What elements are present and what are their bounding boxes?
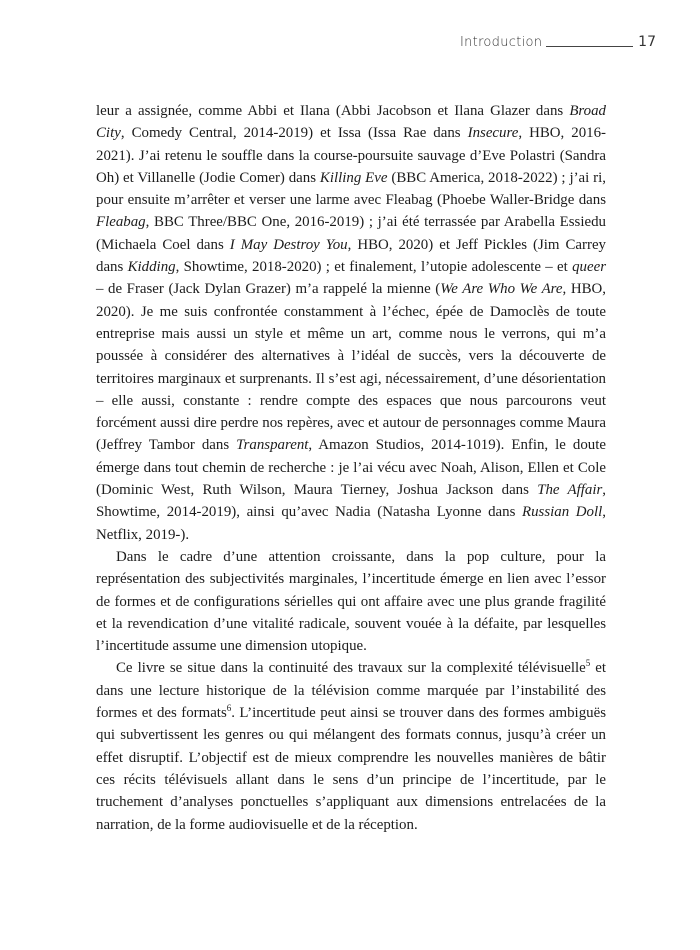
text-run: , Showtime, 2014-2019), ainsi qu’avec Nadia (Natasha Lyonne dans bbox=[96, 482, 606, 521]
text-run: Dans le cadre d’une attention croissante, dans la pop culture, pour la représentation des subjectivités marginales, l’incertitude émerge en lien avec l’essor de formes et de configurations sérielles qui ont affaire avec une plus grande fragilité et la revendication d’une vitalité radicale, souvent vouée à la défaite, par lesquelles l’incertitude assume une dimension utopique. bbox=[96, 548, 606, 655]
italic-title: I May Destroy You bbox=[229, 236, 348, 253]
italic-title: The Affair bbox=[537, 482, 603, 499]
text-run: Ce livre se situe dans la continuité des travaux sur la complexité télévisuelle bbox=[116, 660, 586, 677]
text-run: , BBC Three/BBC One, 2016-2019) ; j’ai été terrassée par Arabella Essiedu (Michaela Coel dans bbox=[96, 214, 606, 253]
italic-title: Broad City bbox=[96, 103, 606, 142]
footnote-ref: 6 bbox=[226, 703, 232, 714]
text-run: . L’incertitude peut ainsi se trouver dans des formes ambiguës qui subvertissent les genres ou qui mélangent des formats connus, jusqu’à créer un effet disruptif. L’objectif est de mieux comprendre les nouvelles manières de bâtir ces récits télévisuels allant dans le sens d’un principe de l’incertitude, par le truchement d’analyses ponctuelles s’appliquant aux dimensions entrelacées de la narration, de la forme audiovisuelle et de la réception. bbox=[96, 705, 606, 833]
paragraph bbox=[96, 546, 606, 657]
running-head bbox=[460, 34, 656, 50]
italic-title: Kidding bbox=[127, 259, 176, 276]
page-number: 17 bbox=[638, 34, 656, 50]
body-text bbox=[96, 100, 606, 836]
text-run: , HBO, 2020). Je me suis confrontée constamment à l’échec, épée de Damoclès de toute entreprise mais aussi un style et même un art, comme nous le verrons, qui m’a poussée à considérer des alternatives à l’idéal de succès, vers la découverte de territoires marginaux et surprenants. Il s’est agi, nécessairement, d’une désorientation – elle aussi, constante : rendre compte des espaces que nous parcourons veut forcément aussi dire perdre nos repères, avec et autour de personnages comme Maura (Jeffrey Tambor dans bbox=[96, 281, 606, 454]
italic-title: Transparent bbox=[236, 437, 309, 454]
italic-title: Killing Eve bbox=[319, 169, 388, 186]
text-run: , HBO, 2016-2021). J’ai retenu le souffle dans la course-poursuite sauvage d’Eve Polastri (Sandra Oh) et Villanelle (Jodie Comer) dans bbox=[96, 125, 606, 186]
italic-title: We Are Who We Are bbox=[440, 281, 563, 298]
text-run: , Amazon Studios, 2014-1019). Enfin, le doute émerge dans tout chemin de recherche : je l’ai vécu avec Noah, Alison, Ellen et Cole (Dominic West, Ruth Wilson, Maura Tierney, Joshua Jackson dans bbox=[96, 437, 606, 499]
footnote-ref: 5 bbox=[585, 658, 591, 669]
text-run: , HBO, 2020) et Jeff Pickles (Jim Carrey dans bbox=[96, 236, 607, 276]
header-rule bbox=[546, 46, 633, 47]
italic-title: queer bbox=[572, 259, 606, 276]
text-run: , Showtime, 2018-2020) ; et finalement, l’utopie adolescente – et bbox=[175, 259, 573, 276]
text-run: – de Fraser (Jack Dylan Grazer) m’a rappelé la mienne ( bbox=[96, 281, 441, 298]
text-run: , Netflix, 2019-). bbox=[96, 504, 606, 543]
text-run: , Comedy Central, 2014-2019) et Issa (Issa Rae dans bbox=[120, 125, 468, 142]
text-run: leur a assignée, comme Abbi et Ilana (Abbi Jacobson et Ilana Glazer dans bbox=[96, 103, 570, 119]
italic-title: Insecure bbox=[467, 125, 519, 142]
text-run: (BBC America, 2018-2022) ; j’ai ri, pour ensuite m’arrêter et verser une larme avec Fleabag (Phoebe Waller-Bridge dans bbox=[96, 169, 606, 209]
section-title: Introduction bbox=[460, 35, 543, 50]
paragraph bbox=[96, 657, 606, 835]
text-run: et dans une lecture historique de la télévision comme marquée par l’instabilité des formes et des formats bbox=[96, 660, 606, 722]
italic-title: Fleabag bbox=[96, 214, 146, 231]
paragraph bbox=[96, 100, 606, 546]
italic-title: Russian Doll bbox=[522, 504, 603, 521]
